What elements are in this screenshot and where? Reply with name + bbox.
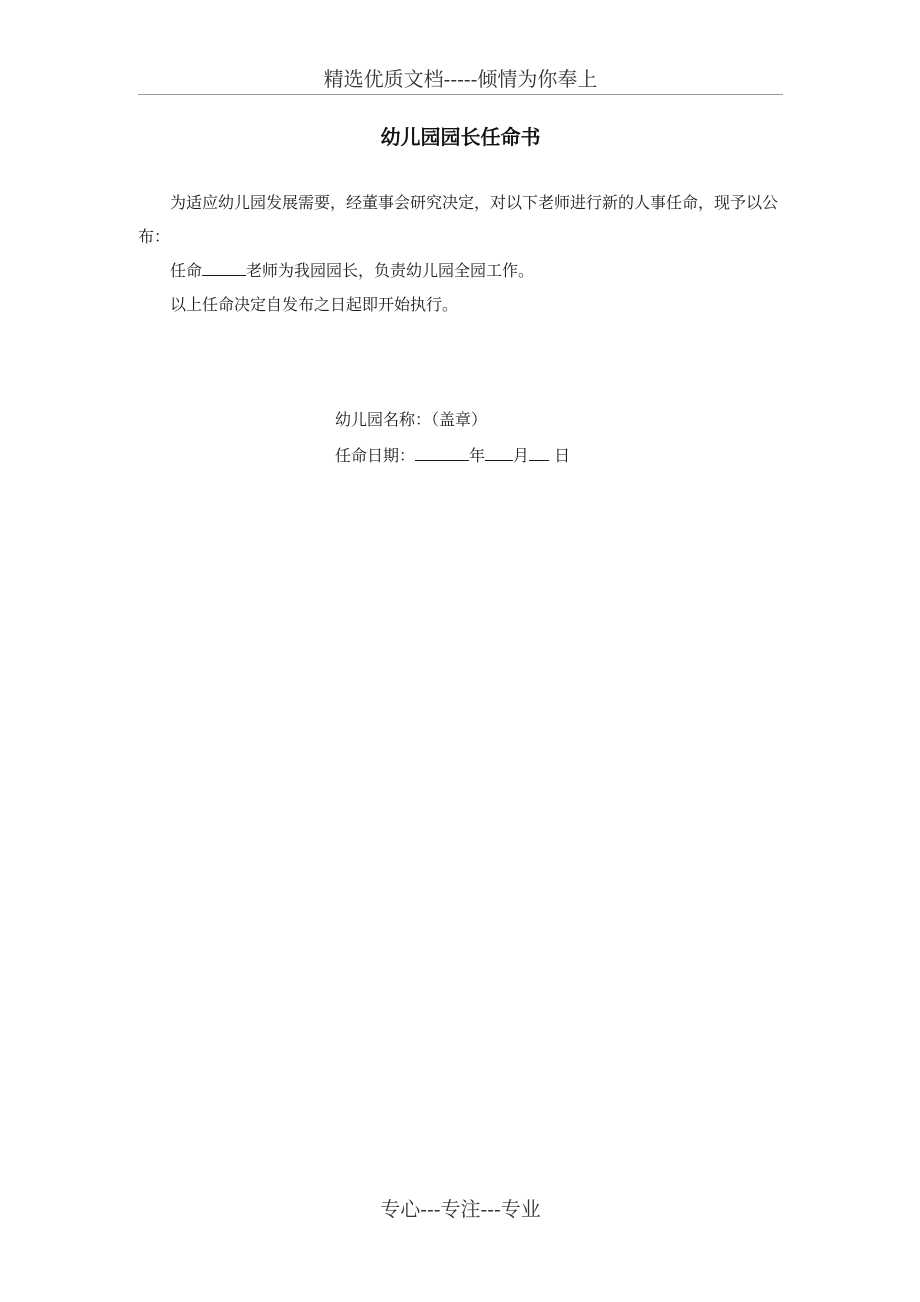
page-footer: 专心---专注---专业 [380, 1197, 541, 1221]
org-name-line: 幼儿园名称：（盖章） [335, 410, 488, 429]
month-blank [485, 442, 513, 461]
year-blank [415, 442, 469, 461]
page-header: 精选优质文档-----倾情为你奉上 [138, 64, 783, 95]
appoint-prefix: 任命 [170, 261, 203, 280]
signature-block [335, 402, 570, 474]
date-label: 任命日期： [335, 446, 416, 465]
year-label: 年 [469, 446, 486, 465]
effective-paragraph: 以上任命决定自发布之日起即开始执行。 [170, 295, 459, 314]
day-label: 日 [554, 446, 571, 465]
intro-paragraph: 为适应幼儿园发展需要，经董事会研究决定，对以下老师进行新的人事任命，现予以公布： [138, 193, 779, 246]
appoint-suffix: 老师为我园园长，负责幼儿园全园工作。 [246, 261, 535, 280]
date-line [335, 438, 570, 474]
document-body [138, 186, 778, 322]
month-label: 月 [513, 446, 530, 465]
day-blank [529, 442, 549, 461]
document-title: 幼儿园园长任命书 [380, 125, 541, 149]
appointment-paragraph [138, 254, 778, 288]
teacher-name-blank [202, 257, 246, 276]
